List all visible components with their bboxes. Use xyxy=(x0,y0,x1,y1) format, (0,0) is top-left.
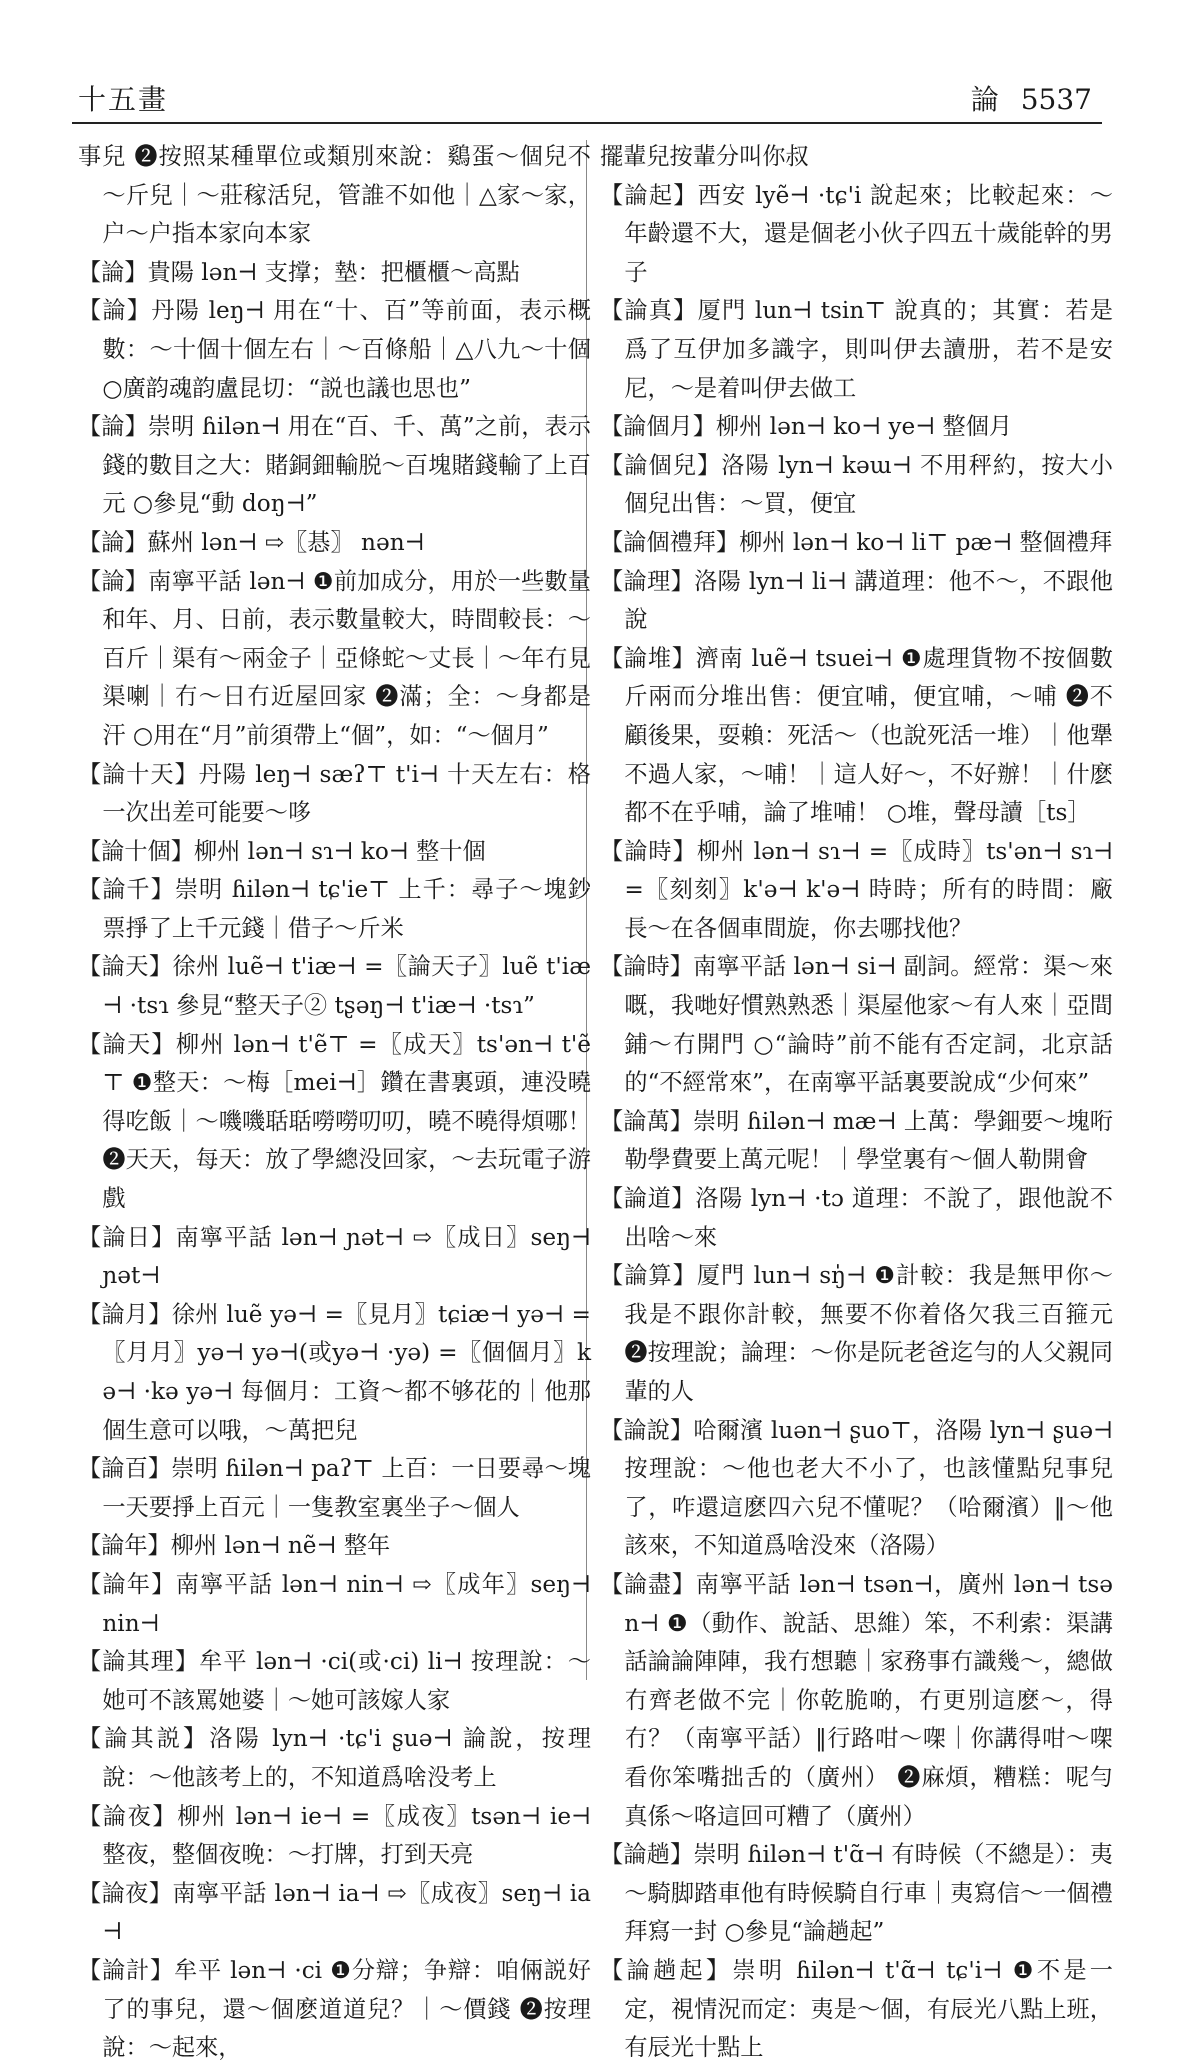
page-header-right xyxy=(949,78,1092,118)
dictionary-entry: 【論年】柳州 lən⊣ nẽ⊣ 整年 xyxy=(78,1532,391,1560)
left-column xyxy=(78,138,591,2068)
dictionary-entry: 【論十天】丹陽 leŋ⊣ sæʔ⊤ t'i⊣ 十天左右：格一次出差可能要～哆 xyxy=(78,760,591,827)
dictionary-entry: 事兒 ❷按照某種單位或類別來說：鷄蛋～個兒不～斤兒｜～莊稼活兒，管誰不如他｜△家～家，户～户指本家向本家 xyxy=(78,143,591,248)
dictionary-entry: 【論天】徐州 luẽ⊣ t'iæ⊣ =〖論天子〗luẽ t'iæ⊣ ·tsɿ 參見“整天子② tʂəŋ⊣ t'iæ⊣ ·tsɿ” xyxy=(78,953,591,1020)
dictionary-entry: 【論夜】南寧平話 lən⊣ ia⊣ ⇨〖成夜〗seŋ⊣ ia⊣ xyxy=(78,1879,591,1946)
dictionary-entry: 【論時】柳州 lən⊣ sɿ⊣ =〖成時〗ts'ən⊣ sɿ⊣ =〖刻刻〗k'ə⊣ k'ə⊣ 時時；所有的時間：廠長～在各個車間旋，你去哪找他？ xyxy=(600,837,1113,942)
header-rule xyxy=(72,122,1102,124)
dictionary-entry: 【論個兒】洛陽 lyn⊣ kəɯ⊣ 不用秤約，按大小個兒出售：～買，便宜 xyxy=(600,451,1113,518)
dictionary-entry: 【論】崇明 ɦilən⊣ 用在“百、千、萬”之前，表示錢的數目之大：賭銅鈿輸脱～百塊賭錢輸了上百元 ○參見“動 doŋ⊣” xyxy=(78,413,591,518)
dictionary-entry: 【論趟】崇明 ɦilən⊣ t'ɑ̃⊣ 有時候（不總是）：夷～騎脚踏車他有時候騎自行車｜夷寫信～一個禮拜寫一封 ○參見“論趟起” xyxy=(600,1841,1113,1946)
dictionary-entry: 【論】蘇州 lən⊣ ⇨〖惎〗 nən⊣ xyxy=(78,528,425,556)
dictionary-entry: 【論真】厦門 lun⊣ tsin⊤ 說真的；其實：若是爲了互伊加多識字，則叫伊去讀册，若不是安尼，～是着叫伊去做工 xyxy=(600,297,1113,402)
dictionary-entry: 【論說】哈爾濱 luən⊣ ʂuo⊤，洛陽 lyn⊣ ʂuə⊣ 按理說：～他也老大不小了，也該懂點兒事兒了，咋還這麽四六兒不懂呢？（哈爾濱）‖～他該來，不知道爲啥没來（洛陽） xyxy=(600,1416,1113,1560)
dictionary-entry: 【論】南寧平話 lən⊣ ❶前加成分，用於一些數量和年、月、日前，表示數量較大，時間較長：～百斤｜渠有～兩金子｜亞條蛇～丈長｜～年冇見渠喇｜冇～日冇近屋回家 ❷滿；全：～身都是汗 ○用在“月”前須帶上“個”，如：“～個月” xyxy=(78,567,591,749)
dictionary-entry: 【論夜】柳州 lən⊣ ie⊣ =〖成夜〗tsən⊣ ie⊣ 整夜，整個夜晚：～打牌，打到天亮 xyxy=(78,1802,591,1869)
dictionary-entry: 擺輩兒按輩分叫你叔 xyxy=(600,143,809,170)
page-number: 5537 xyxy=(1020,83,1092,116)
dictionary-entry: 【論千】崇明 ɦilən⊣ tɕ'ie⊤ 上千：尋子～塊鈔票掙了上千元錢｜借子～斤米 xyxy=(78,876,591,942)
dictionary-entry: 【論道】洛陽 lyn⊣ ·tɔ 道理：不說了，跟他說不出啥～來 xyxy=(600,1185,1113,1251)
dictionary-entry: 【論趟起】崇明 ɦilən⊣ t'ɑ̃⊣ tɕ'i⊣ ❶不是一定，視情況而定：夷是～個，有辰光八點上班，有辰光十點上 xyxy=(600,1956,1113,2062)
dictionary-entry: 【論】貴陽 lən⊣ 支撑；墊：把櫃櫃～高點 xyxy=(78,258,520,286)
dictionary-entry: 【論算】厦門 lun⊣ sŋ̍⊣ ❶計較：我是無甲你～我是不跟你計較，無要不你着佫欠我三百箍元 ❷按理說；論理：～你是阮老爸迄勻的人父親同輩的人 xyxy=(600,1262,1113,1405)
dictionary-entry: 【論其理】牟平 lən⊣ ·ci(或·ci) li⊣ 按理說：～她可不該罵她婆｜～她可該嫁人家 xyxy=(78,1648,591,1714)
dictionary-entry: 【論盡】南寧平話 lən⊣ tsən⊣，廣州 lən⊣ tsən⊣ ❶（動作、說話、思維）笨，不利索：渠講話論論陣陣，我冇想聽｜家務事冇識幾～，總做冇齊老做不完｜你乾脆啲，冇更別這麽～，得冇？（南寧平話）‖行路咁～㗎｜你講得咁～㗎看你笨嘴拙舌的（廣州） ❷麻煩，糟糕：呢勻真係～咯這回可糟了（廣州） xyxy=(600,1570,1113,1830)
dictionary-entry: 【論天】柳州 lən⊣ t'ẽ⊤ =〖成天〗ts'ən⊣ t'ẽ⊤ ❶整天：～梅［mei⊣］鑽在書裏頭，連没曉得吃飯｜～嘰嘰聒聒嘮嘮叨叨，曉不曉得煩哪！ ❷天天，每天：放了學總没回家，～去玩電子游戲 xyxy=(78,1030,591,1213)
dictionary-entry: 【論個月】柳州 lən⊣ ko⊣ ye⊣ 整個月 xyxy=(600,413,1013,441)
dictionary-entry: 【論日】南寧平話 lən⊣ ɲət⊣ ⇨〖成日〗seŋ⊣ ɲət⊣ xyxy=(78,1223,591,1290)
dictionary-entry: 【論時】南寧平話 lən⊣ si⊣ 副詞。經常：渠～來嘅，我哋好慣熟熟悉｜渠屋他家～有人來｜亞間鋪～冇開門 ○“論時”前不能有否定詞，北京話的“不經常來”，在南寧平話裏要說成“少何來” xyxy=(600,953,1113,1097)
dictionary-entry: 【論百】崇明 ɦilən⊣ paʔ⊤ 上百：一日要尋～塊一天要掙上百元｜一隻教室裏坐子～個人 xyxy=(78,1455,591,1521)
right-column xyxy=(600,138,1113,2068)
dictionary-entry: 【論月】徐州 luẽ yə⊣ =〖見月〗tɕiæ⊣ yə⊣ =〖月月〗yə⊣ yə⊣(或yə⊣ ·yə) =〖個個月〗kə⊣ ·kə yə⊣ 每個月：工資～都不够花的｜他那個生意可以哦，～萬把兒 xyxy=(78,1300,591,1444)
dictionary-entry: 【論起】西安 lyẽ⊣ ·tɕ'i 說起來；比較起來：～年齡還不大，還是個老小伙子四五十歲能幹的男子 xyxy=(600,181,1113,286)
dictionary-entry: 【論年】南寧平話 lən⊣ nin⊣ ⇨〖成年〗seŋ⊣ nin⊣ xyxy=(78,1570,591,1637)
dictionary-entry: 【論萬】崇明 ɦilən⊣ mæ⊣ 上萬：學鈿要～塊哘勒學費要上萬元呢！｜學堂裏有～個人勒開會 xyxy=(600,1107,1113,1174)
dictionary-entry: 【論理】洛陽 lyn⊣ li⊣ 講道理：他不～，不跟他說 xyxy=(600,567,1113,634)
header-character: 論 xyxy=(970,83,999,116)
dictionary-entry: 【論十個】柳州 lən⊣ sɿ⊣ ko⊣ 整十個 xyxy=(78,837,486,865)
dictionary-entry: 【論堆】濟南 luẽ⊣ tsuei⊣ ❶處理貨物不按個數斤兩而分堆出售：便宜哺，便宜哺，～哺 ❷不顧後果，耍賴：死活～（也說死活一堆）｜他犟不過人家，～哺！｜這人好～，不好辦！｜什麽都不在乎哺，論了堆哺！ ○堆，聲母讀［ts］ xyxy=(600,644,1113,827)
dictionary-entry: 【論】丹陽 leŋ⊣ 用在“十、百”等前面，表示概數：～十個十個左右｜～百條船｜△八九～十個 ○廣韵魂韵盧昆切：“説也議也思也” xyxy=(78,297,591,402)
section-title: 十五畫 xyxy=(78,83,169,116)
dictionary-entry: 【論其説】洛陽 lyn⊣ ·tɕ'i ʂuə⊣ 論說，按理說：～他該考上的，不知道爲啥没考上 xyxy=(78,1725,591,1791)
dictionary-entry: 【論個禮拜】柳州 lən⊣ ko⊣ li⊤ pæ⊣ 整個禮拜 xyxy=(600,528,1113,556)
dictionary-entry: 【論計】牟平 lən⊣ ·ci ❶分辯；争辯：咱倆説好了的事兒，還～個麽道道兒？｜～價錢 ❷按理說：～起來， xyxy=(78,1956,591,2062)
